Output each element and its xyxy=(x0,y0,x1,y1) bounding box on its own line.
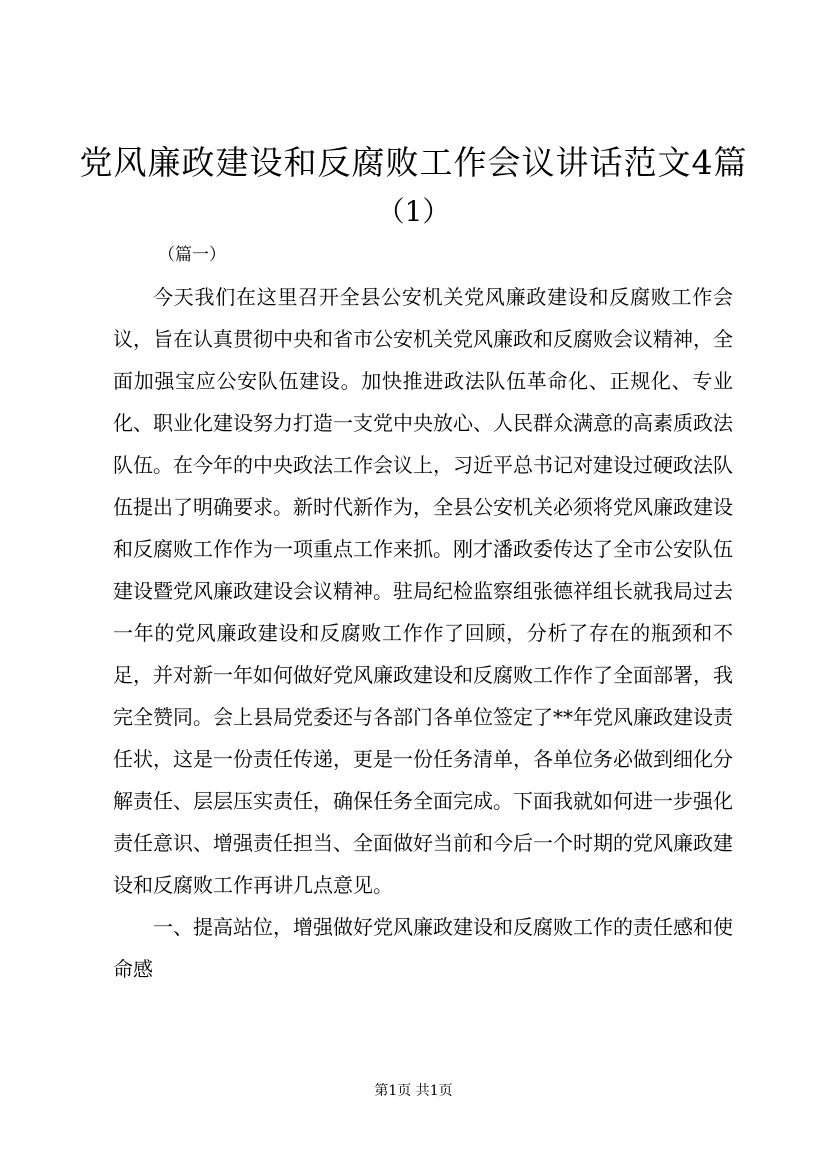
section-label: （篇一） xyxy=(158,245,226,265)
document-title-number: （1） xyxy=(376,195,451,228)
page-footer: 第1页 共1页 xyxy=(374,1083,453,1099)
document-title: 党风廉政建设和反腐败工作会议讲话范文4篇 xyxy=(79,143,748,182)
section-heading: 一、提高站位，增强做好党风廉政建设和反腐败工作的责任感和使命感 xyxy=(113,915,733,981)
document-body xyxy=(113,234,733,990)
body-paragraph: 今天我们在这里召开全县公安机关党风廉政建设和反腐败工作会议，旨在认真贯彻中央和省市公安机关党风廉政和反腐败会议精神，全面加强宝应公安队伍建设。加快推进政法队伍革命化、正规化、专业化、职业化建设努力打造一支党中央放心、人民群众满意的高素质政法队伍。在今年的中央政法工作会议上，习近平总书记对建设过硬政法队伍提出了明确要求。新时代新作为，全县公安机关必须将党风廉政建设和反腐败工作作为一项重点工作来抓。刚才潘政委传达了全市公安队伍建设暨党风廉政建设会议精神。驻局纪检监察组张德祥组长就我局过去一年的党风廉政建设和反腐败工作作了回顾，分析了存在的瓶颈和不足，并对新一年如何做好党风廉政建设和反腐败工作作了全面部署，我完全赞同。会上县局党委还与各部门各单位签定了**年党风廉政建设责任状，这是一份责任传递，更是一份任务清单，各单位务必做到细化分解责任、层层压实责任，确保任务全面完成。下面我就如何进一步强化责任意识、增强责任担当、全面做好当前和今后一个时期的党风廉政建设和反腐败工作再讲几点意见。 xyxy=(113,285,733,897)
